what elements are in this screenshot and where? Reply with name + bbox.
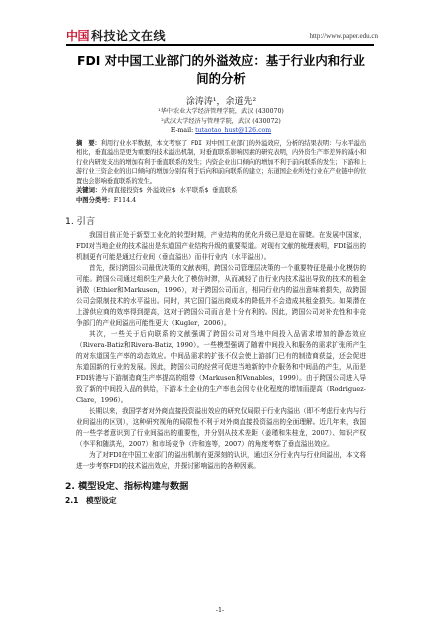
header-divider — [66, 44, 374, 46]
logo-mark: 中国 — [66, 28, 90, 43]
section-1-heading: 1. 引言 — [65, 215, 96, 227]
clc-line — [76, 196, 366, 206]
abstract-label: 摘 要： — [76, 139, 101, 147]
section-2-heading: 2. 模型设定、指标构建与数据 — [65, 480, 189, 492]
paragraph-2: 首先，探讨跨国公司最优决策的文献表明，跨国公司管理层决策的一个重要特征是最小化模仿的可能。跨国公司通过组织生产最大化了模仿时滞，从而减轻了由行业内技术溢出导致的技术的租金消散（Ethier和Markusen，1996），对于跨国公司而言，相同行业内的溢出意味着损失，故跨国公司会限制技术的水平溢出。同时，其它国门溢出商成本的降低并不会造成其租金损失。如果潜在上游供应商的效率得到提高，这对于跨国公司而言是十分有利的。因此，跨国公司对补充性和非竞争部门的产业间溢出可能性更大（Kugler，2006）。 — [76, 263, 366, 327]
clc-label: 中图分类号： — [76, 197, 114, 205]
keywords-text: 外商直接投资$ 外溢效应$ 水平联系$ 垂直联系 — [101, 187, 238, 195]
keywords-label: 关键词： — [76, 187, 102, 195]
site-logo[interactable] — [66, 27, 166, 43]
affiliation-2: ²武汉大学经济与管理学院，武汉 (430072) — [161, 117, 281, 125]
header-url[interactable]: http://www.paper.edu.cn — [309, 32, 378, 40]
email-line — [76, 126, 366, 136]
paper-title: FDI 对中国工业部门的外溢效应：基于行业内和行业间的分析 — [77, 53, 365, 86]
paragraph-5: 为了对FDI在中国工业部门的溢出机制有更深刻的认识，通过区分行业内与行业间溢出，本文将进一步考察FDI的技术溢出效应，并探讨影响溢出的各种因素。 — [76, 450, 366, 470]
abstract-text: 利用行业水平数据，本文考察了 FDI 对中国工业部门的外溢效应，分析的结果表明：与水平溢出相比，垂直溢出是更为重要的技术溢出机制，对垂直联系影响因素的研究表明，内外资生产率差异的减小和行业内研发支出的增加有利于垂直联系的发生；内资企业出口倾向的增加不利于前向联系的发生；下游和上游行业三资企业的出口倾向的增加分别有利于后向和前向联系的建立；东道国企业所处行业在产业链中的位置也会影响垂直联系的发生。 — [76, 139, 366, 185]
logo-text: 科技论文在线 — [91, 28, 167, 43]
paper-body — [65, 52, 366, 506]
paragraph-4: 长期以来，我国学者对外商直接投资溢出效应的研究仅局限于行业内溢出（即不考虑行业内与行业间溢出的区别），这种研究视角的局限性不利于对外商直接投资溢出的全面理解。近几年来，我国的一些学者意识到了行业间溢出的重要性，并分别从技术差距（姜瑾和朱桂龙，2007）、知识产权（李平和随洪光，2007）和市场竞争（许和连等，2007）的角度考察了垂直溢出效应。 — [76, 406, 366, 448]
affiliation-1: ¹华中农业大学经济管理学院，武汉 (430070) — [158, 108, 284, 115]
abstract — [76, 139, 366, 187]
page-number: -1- — [215, 606, 225, 614]
keywords-line — [76, 186, 366, 196]
paper-authors: 涂涛涛¹，余道先² — [185, 97, 257, 107]
email-label: E-mail: — [170, 127, 194, 134]
paragraph-1: 我国目前正处于新型工业化的转型时期，产业结构的优化升级已是迫在眉睫。在发展中国家，FDI对当地企业的技术溢出是东道国产业结构升级的重要渠道。对现有文献的梳理表明，FDI溢出的机制更有可能是通过行业间（垂直溢出）而非行业内（水平溢出）。 — [76, 230, 366, 261]
paragraph-3: 其次，一些关于后向联系的文献强调了跨国公司对当地中间投入品需求增加的静态效应（Rivera-Batiz和Rivera-Batiz, 1990）。一些模型强调了随着中间投入和服务的需求扩张所产生的对东道国生产率的动态效应。中间品需求的扩张不仅会使上游部门已有的制造商获益，还会促进东道国新的行业的发展。因此，跨国公司的经营可促进当地新的中介服务和中间品的产生，从而是FDI转港与下游制造商生产率提高的组带（Markusen和Venables，1999）。由于跨国公司进入导致了新的中间投入品的供给，下游本土企业的生产率也会因专业化程度的增加而提高（Rodriguez-Clare，1996）。 — [76, 329, 366, 404]
email-link[interactable]: tutaotao_hust@126.com — [195, 127, 272, 134]
section-2-1-heading: 2.1 模型设定 — [65, 495, 117, 505]
site-header — [0, 0, 440, 44]
clc-text: F114.4 — [113, 197, 137, 205]
